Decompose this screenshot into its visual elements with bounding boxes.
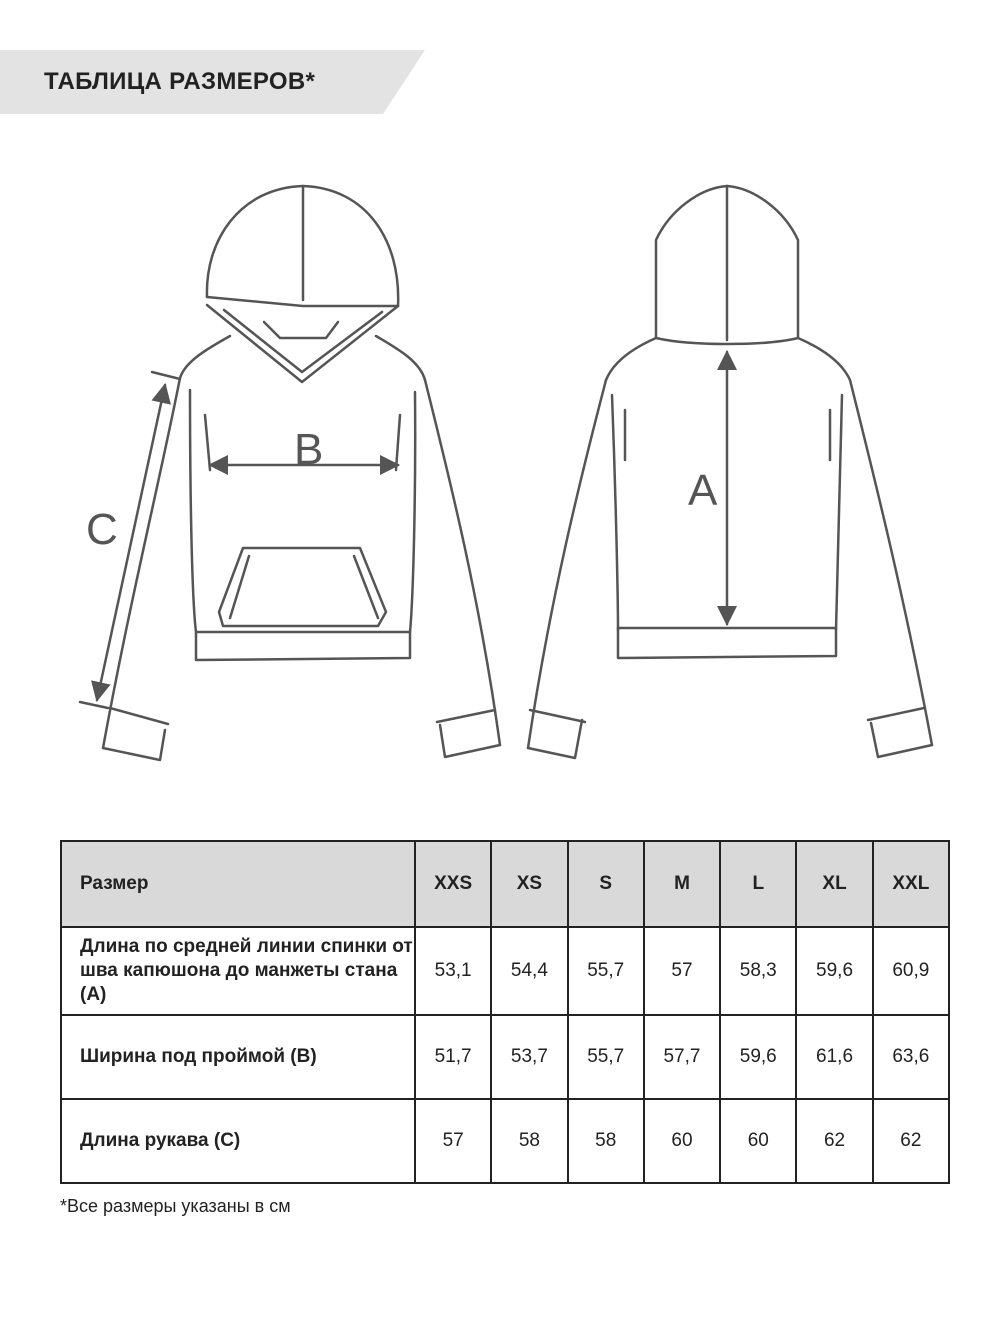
cell: 59,6: [796, 927, 872, 1015]
cell: 57,7: [644, 1015, 720, 1099]
cell: 58: [568, 1099, 644, 1183]
label-c: C: [86, 505, 118, 554]
header-size-label: Размер: [61, 841, 415, 927]
cell: 60: [720, 1099, 796, 1183]
cell: 60,9: [873, 927, 949, 1015]
cell: 53,1: [415, 927, 491, 1015]
row-label-width: Ширина под проймой (В): [61, 1015, 415, 1099]
cell: 58: [491, 1099, 567, 1183]
page-title: ТАБЛИЦА РАЗМЕРОВ*: [44, 68, 316, 95]
cell: 62: [796, 1099, 872, 1183]
header-size-xxl: XXL: [873, 841, 949, 927]
cell: 55,7: [568, 1015, 644, 1099]
cell: 63,6: [873, 1015, 949, 1099]
table-row: [61, 1099, 949, 1183]
cell: 58,3: [720, 927, 796, 1015]
table-row: [61, 927, 949, 1015]
row-label-length: Длина по средней линии спинки от шва капюшона до манжеты стана (А): [61, 927, 415, 1015]
cell: 57: [644, 927, 720, 1015]
header-size-m: M: [644, 841, 720, 927]
hoodie-front-drawing: [80, 186, 500, 760]
cell: 53,7: [491, 1015, 567, 1099]
table-header-row: [61, 841, 949, 927]
header-size-s: S: [568, 841, 644, 927]
hoodie-back-drawing: [528, 186, 932, 758]
header-size-xxs: XXS: [415, 841, 491, 927]
cell: 55,7: [568, 927, 644, 1015]
cell: 62: [873, 1099, 949, 1183]
header-size-xl: XL: [796, 841, 872, 927]
cell: 51,7: [415, 1015, 491, 1099]
header-size-l: L: [720, 841, 796, 927]
cell: 61,6: [796, 1015, 872, 1099]
footnote: *Все размеры указаны в см: [60, 1196, 291, 1216]
label-b: B: [294, 425, 324, 474]
cell: 59,6: [720, 1015, 796, 1099]
hoodie-diagram: [0, 170, 1000, 790]
row-label-sleeve: Длина рукава (С): [61, 1099, 415, 1183]
label-a: A: [688, 466, 718, 515]
cell: 54,4: [491, 927, 567, 1015]
table-row: [61, 1015, 949, 1099]
size-table: [60, 840, 950, 1184]
header-size-xs: XS: [491, 841, 567, 927]
cell: 60: [644, 1099, 720, 1183]
cell: 57: [415, 1099, 491, 1183]
